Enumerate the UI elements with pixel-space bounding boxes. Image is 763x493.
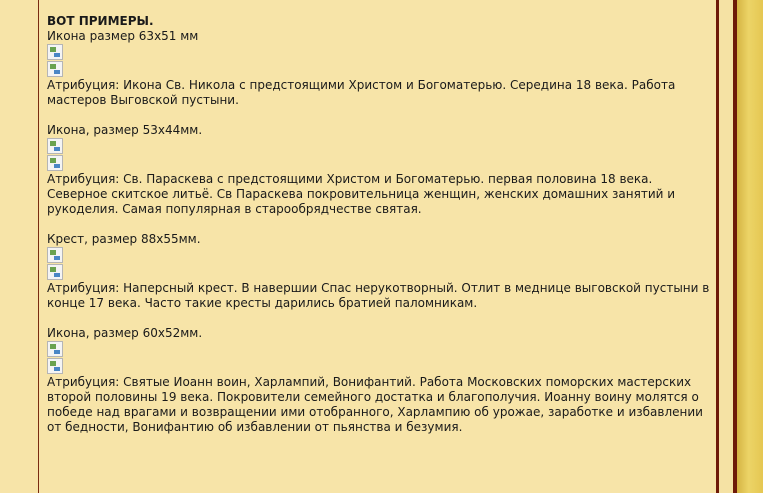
right-gold-frame	[737, 0, 763, 493]
broken-image-icon[interactable]	[47, 341, 63, 357]
item-caption: Икона размер 63х51 мм	[47, 29, 199, 43]
item-caption: Икона, размер 60х52мм.	[47, 326, 203, 340]
broken-image-icon[interactable]	[47, 247, 63, 263]
item-caption: Икона, размер 53х44мм.	[47, 123, 203, 137]
main-content	[47, 14, 713, 450]
broken-image-icon[interactable]	[47, 138, 63, 154]
item-attribution: Атрибуция: Святые Иоанн воин, Харлампий, Вонифантий. Работа Московских поморских мастерских второй половины 19 века. Покровители семейного достатка и благополучия. Иоанну воину молятся о победе над врагами и возвращении ими отобранного, Харлампию об урожае, заработке и избавлении от бедности, Вонифантию об избавлении от пьянства и безумия.	[47, 375, 703, 434]
broken-image-icon[interactable]	[47, 61, 63, 77]
section-heading: ВОТ ПРИМЕРЫ.	[47, 14, 154, 28]
item-attribution: Атрибуция: Св. Параскева с предстоящими Христом и Богоматерью. первая половина 18 века. Северное скитское литьё. Св Параскева покровительница женщин, женских домашних занятий и рукоделия. Самая популярная в старообрядчестве святая.	[47, 172, 676, 216]
item-cross	[47, 232, 713, 311]
broken-image-icon[interactable]	[47, 358, 63, 374]
item-caption: Крест, размер 88х55мм.	[47, 232, 201, 246]
item-attribution: Атрибуция: Наперсный крест. В навершии Спас нерукотворный. Отлит в меднице выговской пустыни в конце 17 века. Часто такие кресты дарились братией паломникам.	[47, 281, 710, 310]
item-nikola	[47, 29, 713, 108]
broken-image-icon[interactable]	[47, 264, 63, 280]
broken-image-icon[interactable]	[47, 44, 63, 60]
right-border-gap	[719, 0, 733, 493]
item-ioann	[47, 326, 713, 435]
item-paraskeva	[47, 123, 713, 217]
item-attribution: Атрибуция: Икона Св. Никола с предстоящими Христом и Богоматерью. Середина 18 века. Работа мастеров Выговской пустыни.	[47, 78, 676, 107]
broken-image-icon[interactable]	[47, 155, 63, 171]
left-divider	[38, 0, 39, 493]
